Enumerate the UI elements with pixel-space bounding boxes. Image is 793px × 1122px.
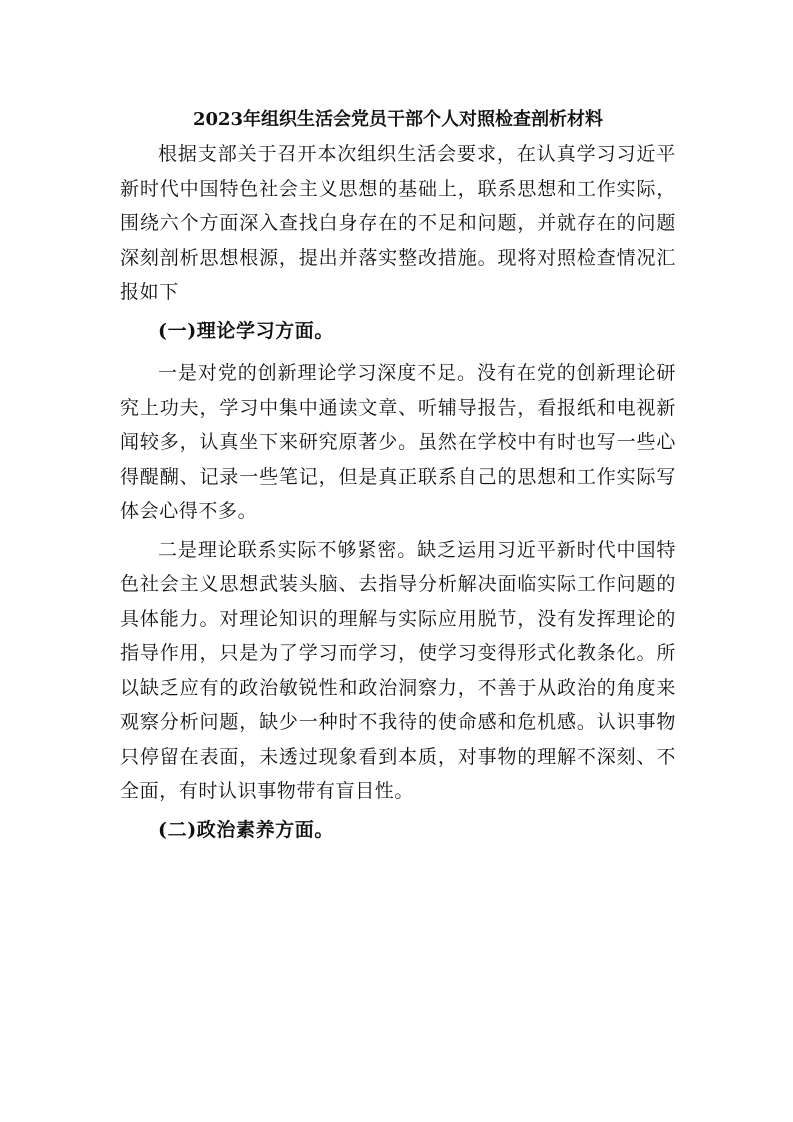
document-body <box>120 103 676 851</box>
section-heading-political-literacy: (二)政治素养方面。 <box>158 818 334 841</box>
paragraph-theory-depth: 一是对党的创新理论学习深度不足。没有在党的创新理论研究上功夫，学习中集中通读文章、听辅导报告，看报纸和电视新闻较多，认真坐下来研究原著少。虽然在学校中有时也写一些心得醍醐、记录一些笔记，但是真正联系自己的思想和工作实际写体会心得不多。 <box>120 362 676 522</box>
section-heading-theory-study: (一)理论学习方面。 <box>158 319 334 342</box>
document-title: 2023年组织生活会党员干部个人对照检查剖析材料 <box>192 109 604 130</box>
paragraph-theory-practice: 二是理论联系实际不够紧密。缺乏运用习近平新时代中国特色社会主义思想武装头脑、去指导分析解决面临实际工作问题的具体能力。对理论知识的理解与实际应用脱节，没有发挥理论的指导作用，只是为了学习而学习，使学习变得形式化教条化。所以缺乏应有的政治敏锐性和政治洞察力，不善于从政治的角度来观察分析问题，缺少一种时不我待的使命感和危机感。认识事物只停留在表面，未透过现象看到本质，对事物的理解不深刻、不全面，有时认识事物带有盲目性。 <box>120 538 676 802</box>
intro-paragraph: 根据支部关于召开本次组织生活会要求，在认真学习习近平新时代中国特色社会主义思想的基础上，联系思想和工作实际，围绕六个方面深入查找白身存在的不足和问题，并就存在的问题深刻剖析思想根源，提出并落实整改措施。现将对照检查情况汇报如下 <box>120 143 676 303</box>
